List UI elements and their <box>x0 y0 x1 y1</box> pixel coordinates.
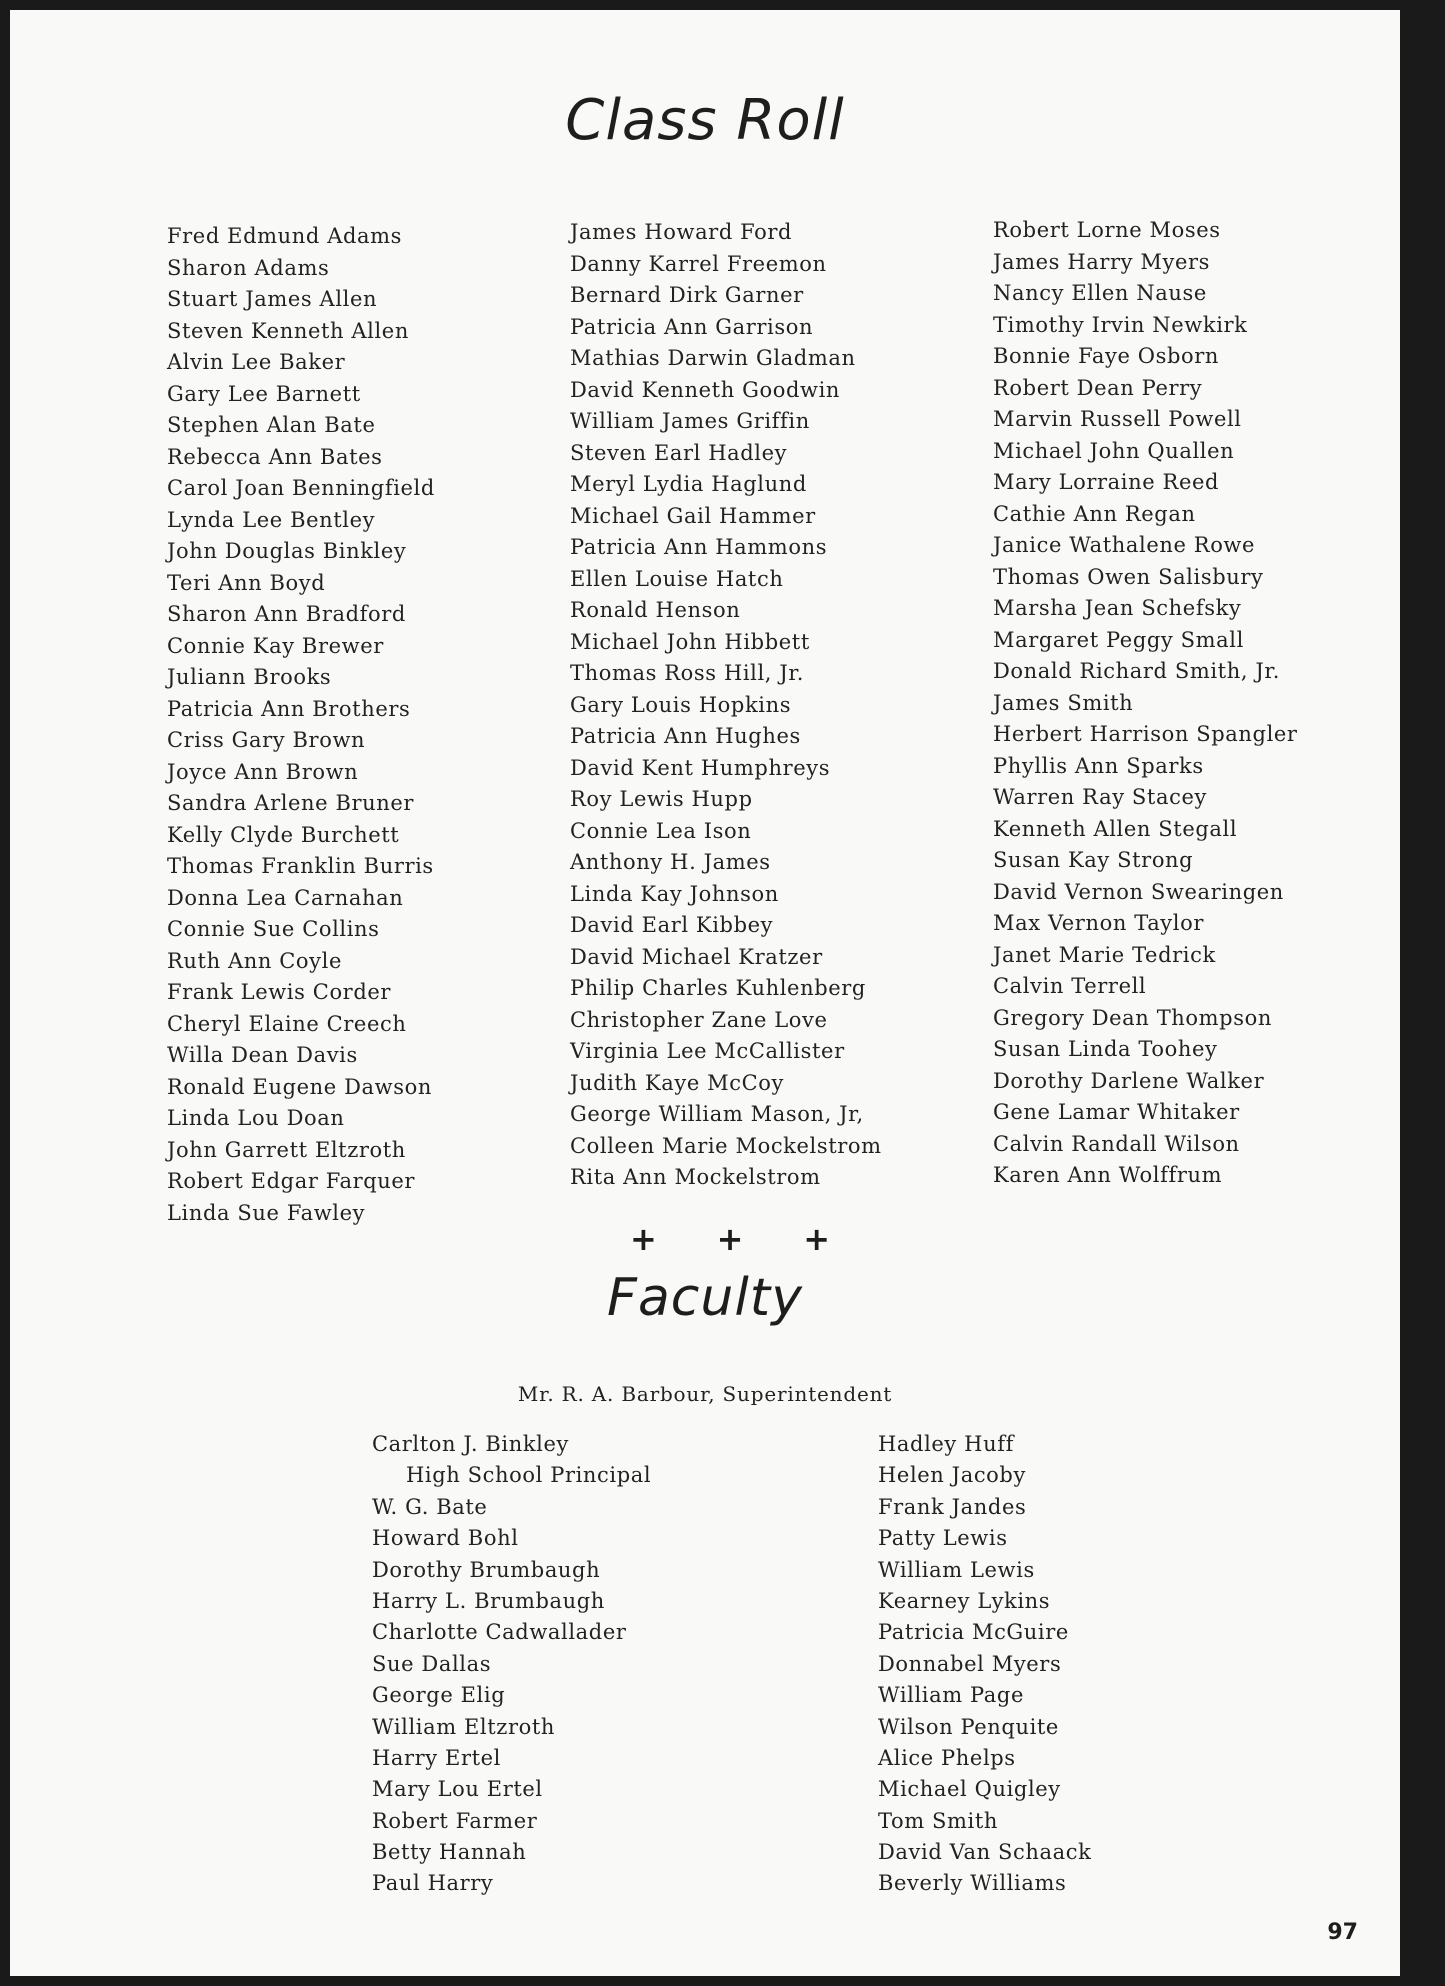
name-entry: Susan Linda Toohey <box>993 1037 1218 1061</box>
name-entry: Mathias Darwin Gladman <box>570 346 856 370</box>
name-entry: Sharon Ann Bradford <box>167 602 406 626</box>
name-entry: John Douglas Binkley <box>167 539 407 563</box>
name-entry: Nancy Ellen Nause <box>993 281 1207 305</box>
name-entry: Linda Kay Johnson <box>570 881 779 906</box>
name-entry: Virginia Lee McCallister <box>570 1039 845 1063</box>
name-entry: Philip Charles Kuhlenberg <box>570 976 866 1000</box>
page-number: 97 <box>1327 1920 1358 1945</box>
name-entry: Connie Sue Collins <box>167 917 380 941</box>
name-entry: Michael Quigley <box>878 1777 1061 1802</box>
name-entry: Connie Lea Ison <box>570 818 752 843</box>
name-entry: Calvin Randall Wilson <box>993 1131 1240 1156</box>
name-entry: Lynda Lee Bentley <box>167 507 376 532</box>
name-entry: Tom Smith <box>878 1808 998 1833</box>
name-entry: David Vernon Swearingen <box>993 879 1284 904</box>
name-entry: James Howard Ford <box>570 220 793 244</box>
class-roll-column-2 <box>570 217 882 1194</box>
name-entry: John Garrett Eltzroth <box>167 1137 406 1162</box>
name-entry: Susan Kay Strong <box>993 848 1194 872</box>
name-entry: David Michael Kratzer <box>570 944 823 969</box>
name-entry: Kenneth Allen Stegall <box>993 816 1238 841</box>
name-entry: Thomas Franklin Burris <box>167 854 434 878</box>
name-entry: Patricia Ann Brothers <box>167 696 411 721</box>
name-entry: Colleen Marie Mockelstrom <box>570 1133 882 1158</box>
name-entry: Robert Dean Perry <box>993 375 1203 400</box>
name-entry: William Lewis <box>878 1557 1035 1582</box>
name-entry: Warren Ray Stacey <box>993 785 1207 809</box>
name-entry: Ruth Ann Coyle <box>167 948 342 973</box>
name-entry: Michael John Quallen <box>993 438 1235 463</box>
name-entry: Harry L. Brumbaugh <box>372 1588 605 1613</box>
name-entry: Marsha Jean Schefsky <box>993 596 1242 620</box>
cross-mark: + <box>716 1220 744 1258</box>
name-entry: Cathie Ann Regan <box>993 501 1196 526</box>
name-entry: Bernard Dirk Garner <box>570 283 804 307</box>
name-entry: Bonnie Faye Osborn <box>993 344 1220 368</box>
name-entry: Donnabel Myers <box>878 1651 1062 1676</box>
name-entry: Danny Karrel Freemon <box>570 251 827 276</box>
name-entry: Ellen Louise Hatch <box>570 566 784 591</box>
name-entry: Harry Ertel <box>372 1745 502 1770</box>
name-entry: William Page <box>878 1683 1024 1708</box>
name-entry: George William Mason, Jr, <box>570 1102 864 1126</box>
class-roll-title: Class Roll <box>565 88 845 153</box>
name-entry: Michael John Hibbett <box>570 629 810 654</box>
name-entry: Patricia Ann Hughes <box>570 724 801 748</box>
name-entry: Max Vernon Taylor <box>993 911 1204 935</box>
name-entry: Marvin Russell Powell <box>993 407 1242 431</box>
name-entry: Howard Bohl <box>372 1526 519 1551</box>
name-entry: Fred Edmund Adams <box>167 224 403 248</box>
name-entry: Thomas Owen Salisbury <box>993 564 1264 589</box>
yearbook-page <box>10 10 1400 1976</box>
faculty-column-1 <box>372 1429 651 1900</box>
name-entry: Rita Ann Mockelstrom <box>570 1165 821 1189</box>
name-entry: Betty Hannah <box>372 1840 527 1865</box>
name-entry: William Eltzroth <box>372 1714 555 1739</box>
name-entry: David Kent Humphreys <box>570 755 831 780</box>
name-entry: George Elig <box>372 1683 506 1708</box>
name-entry: James Smith <box>993 690 1134 715</box>
name-entry: Patty Lewis <box>878 1526 1008 1551</box>
name-entry: Margaret Peggy Small <box>993 627 1244 652</box>
name-entry: Gene Lamar Whitaker <box>993 1100 1240 1124</box>
name-entry: W. G. Bate <box>372 1494 488 1519</box>
name-entry: Anthony H. James <box>570 850 771 874</box>
name-entry: Timothy Irvin Newkirk <box>993 312 1248 337</box>
name-entry: Mary Lorraine Reed <box>993 470 1220 494</box>
class-roll-column-1 <box>167 221 435 1229</box>
name-entry: Robert Edgar Farquer <box>167 1169 416 1193</box>
name-entry: Roy Lewis Hupp <box>570 787 753 811</box>
name-entry: Linda Lou Doan <box>167 1106 345 1130</box>
name-entry: Christopher Zane Love <box>570 1007 828 1032</box>
name-entry: Patricia Ann Garrison <box>570 314 814 339</box>
name-entry: Gregory Dean Thompson <box>993 1005 1272 1030</box>
name-entry: Rebecca Ann Bates <box>167 444 383 469</box>
name-entry: Gary Lee Barnett <box>167 381 361 406</box>
name-entry: Sue Dallas <box>372 1651 492 1676</box>
name-entry: Donna Lea Carnahan <box>167 885 404 910</box>
name-entry: Stephen Alan Bate <box>167 413 376 437</box>
name-entry: Michael Gail Hammer <box>570 503 816 528</box>
name-entry: Linda Sue Fawley <box>167 1200 366 1225</box>
name-entry: Herbert Harrison Spangler <box>993 722 1298 746</box>
name-entry: Calvin Terrell <box>993 974 1147 998</box>
name-entry: Joyce Ann Brown <box>167 759 359 784</box>
name-entry: James Harry Myers <box>993 249 1210 274</box>
name-entry: Janet Marie Tedrick <box>993 942 1216 967</box>
name-entry: Meryl Lydia Haglund <box>570 472 807 496</box>
name-entry: Carol Joan Benningfield <box>167 476 435 500</box>
name-entry: Frank Lewis Corder <box>167 980 392 1004</box>
name-entry: Alice Phelps <box>878 1745 1016 1770</box>
name-entry: Ronald Eugene Dawson <box>167 1074 432 1099</box>
name-entry: Stuart James Allen <box>167 287 378 311</box>
name-entry: Kelly Clyde Burchett <box>167 822 400 847</box>
name-entry: Mary Lou Ertel <box>372 1777 543 1802</box>
name-entry: David Van Schaack <box>878 1840 1092 1865</box>
name-entry: Donald Richard Smith, Jr. <box>993 659 1281 683</box>
name-entry: High School Principal <box>406 1463 652 1488</box>
name-entry: Frank Jandes <box>878 1494 1027 1519</box>
name-entry: Willa Dean Davis <box>167 1043 358 1067</box>
name-entry: Patricia McGuire <box>878 1620 1069 1645</box>
name-entry: Steven Earl Hadley <box>570 440 788 465</box>
cross-mark: + <box>803 1220 830 1258</box>
name-entry: Kearney Lykins <box>878 1588 1051 1613</box>
name-entry: Phyllis Ann Sparks <box>993 753 1204 778</box>
name-entry: Connie Kay Brewer <box>167 633 384 658</box>
name-entry: Dorothy Darlene Walker <box>993 1068 1265 1093</box>
name-entry: Karen Ann Wolffrum <box>993 1163 1223 1187</box>
name-entry: Carlton J. Binkley <box>372 1432 569 1456</box>
name-entry: Paul Harry <box>372 1871 494 1896</box>
name-entry: Charlotte Cadwallader <box>372 1620 627 1645</box>
name-entry: Judith Kaye McCoy <box>570 1070 784 1095</box>
faculty-column-2 <box>878 1429 1091 1900</box>
name-entry: Helen Jacoby <box>878 1463 1026 1488</box>
name-entry: Hadley Huff <box>878 1432 1014 1456</box>
name-entry: Wilson Penquite <box>878 1714 1059 1739</box>
name-entry: David Earl Kibbey <box>570 913 774 937</box>
class-roll-column-3 <box>993 215 1298 1192</box>
name-entry: Steven Kenneth Allen <box>167 318 409 343</box>
name-entry: Sandra Arlene Bruner <box>167 791 415 815</box>
superintendent-line: Mr. R. A. Barbour, Superintendent <box>517 1382 893 1406</box>
cross-mark: + <box>630 1220 657 1258</box>
name-entry: Beverly Williams <box>878 1871 1067 1896</box>
name-entry: Alvin Lee Baker <box>167 350 346 374</box>
name-entry: Cheryl Elaine Creech <box>167 1011 407 1036</box>
name-entry: David Kenneth Goodwin <box>570 377 841 402</box>
name-entry: Patricia Ann Hammons <box>570 535 828 559</box>
faculty-title: Faculty <box>607 1268 803 1328</box>
name-entry: Gary Louis Hopkins <box>570 692 792 717</box>
name-entry: Teri Ann Boyd <box>167 570 326 595</box>
name-entry: Ronald Henson <box>570 598 741 622</box>
name-entry: Thomas Ross Hill, Jr. <box>570 661 804 685</box>
name-entry: Robert Farmer <box>372 1808 538 1833</box>
name-entry: Janice Wathalene Rowe <box>993 533 1256 557</box>
name-entry: Sharon Adams <box>167 255 330 280</box>
name-entry: Criss Gary Brown <box>167 728 366 752</box>
name-entry: William James Griffin <box>570 409 810 433</box>
name-entry: Dorothy Brumbaugh <box>372 1557 601 1582</box>
name-entry: Juliann Brooks <box>167 665 332 689</box>
section-separator <box>630 1220 830 1258</box>
name-entry: Robert Lorne Moses <box>993 218 1221 242</box>
